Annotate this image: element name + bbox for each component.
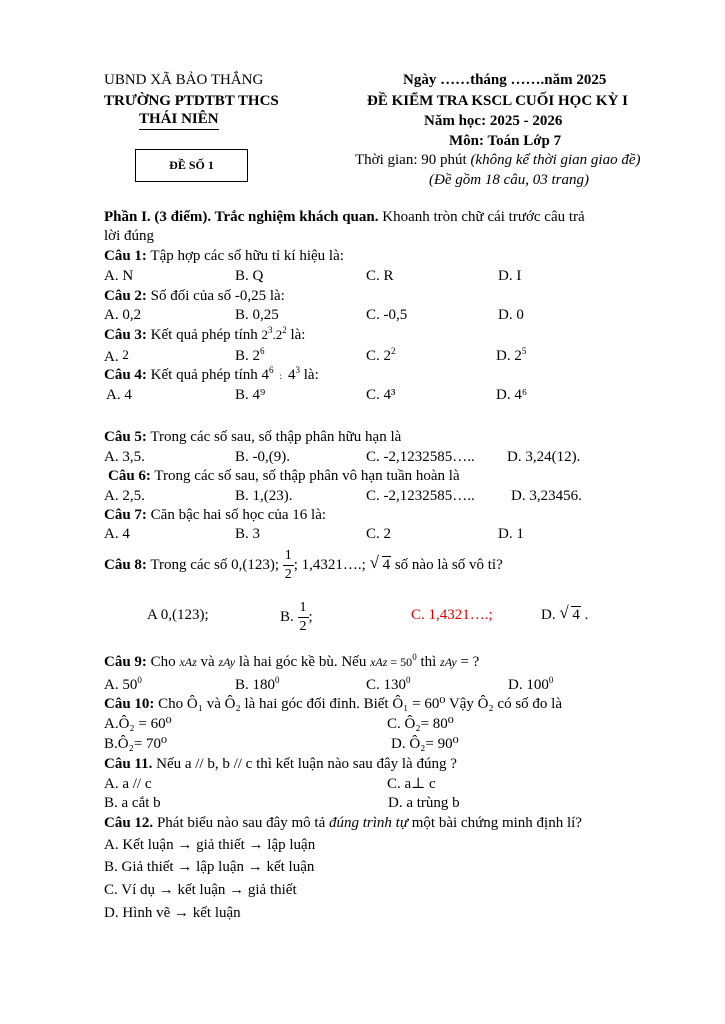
q5-option-c[interactable]: C. -2,1232585….. <box>366 449 475 465</box>
q4-op: : <box>279 371 282 381</box>
q3-b-exp: 6 <box>260 346 265 356</box>
q9-ask-eq: = ? <box>456 654 480 670</box>
q9-c-text: C. 130 <box>366 677 407 693</box>
q1-option-c[interactable]: C. R <box>366 268 394 284</box>
question-3 <box>104 326 305 344</box>
q8-frac-num: 1 <box>283 549 294 566</box>
q8-option-a[interactable]: A 0,(123); <box>147 607 209 623</box>
q8-b-frac-num: 1 <box>298 601 309 618</box>
q3-d-base: 2 <box>514 348 522 364</box>
exam-title: ĐỀ KIỂM TRA KSCL CUỐI HỌC KỲ I <box>367 93 629 109</box>
q7-option-a[interactable]: A. 4 <box>104 526 130 542</box>
q12-text: Phát biểu nào sau đây mô tả <box>153 815 329 831</box>
q6-text: Trong các số sau, số thập phân vô hạn tuần hoàn là <box>150 468 460 484</box>
q3-option-a[interactable] <box>104 347 129 366</box>
q4-text: Kết quả phép tính <box>146 367 262 383</box>
question-9 <box>104 653 479 671</box>
q3-d-prefix: D. <box>496 348 515 364</box>
q8-option-b[interactable] <box>280 597 313 637</box>
q11-option-a[interactable]: A. a // c <box>104 776 152 792</box>
subject: Môn: Toán Lớp 7 <box>449 133 562 149</box>
q1-text: Tập hợp các số hữu tỉ kí hiệu là: <box>146 248 344 264</box>
q7-option-c[interactable]: C. 2 <box>366 526 392 542</box>
q3-option-c[interactable] <box>366 347 396 365</box>
q9-option-b[interactable] <box>235 676 280 694</box>
q12-option-a[interactable]: A. Kết luận → giả thiết → lập luận <box>104 837 316 853</box>
q8-sqrt-val: 4 <box>382 557 391 573</box>
q10-option-c[interactable]: C. Ô₂= 80⁰ <box>387 716 454 732</box>
part1-heading <box>104 208 585 226</box>
q10-label: Câu 10: <box>104 696 155 712</box>
sqrt-symbol: √ <box>369 553 379 572</box>
q9-d-text: D. 100 <box>508 677 549 693</box>
q8-text-end: số nào là số vô tỉ? <box>391 557 503 573</box>
q3-text-end: là: <box>286 327 306 343</box>
q9-angle1: xAz <box>179 655 197 669</box>
q11-text: Nếu a // b, b // c thì kết luận nào sau đây là đúng ? <box>152 756 457 772</box>
q8-b-tail: ; <box>308 609 313 625</box>
q8-fraction <box>283 549 294 582</box>
question-5 <box>104 428 401 446</box>
school-year: Năm học: 2025 - 2026 <box>424 113 563 129</box>
q1-option-d[interactable]: D. I <box>498 268 522 284</box>
q8-d-tail: . <box>580 607 589 623</box>
q9-cond-eq: = 50 <box>387 655 413 669</box>
q9-text3: là hai góc kề bù. Nếu <box>235 654 371 670</box>
q6-option-c[interactable]: C. -2,1232585….. <box>366 488 475 504</box>
q10-option-d[interactable]: D. Ô₂= 90⁰ <box>391 736 459 752</box>
q8-frac-den: 2 <box>284 567 292 583</box>
q4-exp1: 6 <box>268 365 274 375</box>
q2-label: Câu 2: <box>104 288 147 304</box>
q5-option-a[interactable]: A. 3,5. <box>104 449 145 465</box>
q7-text: Căn bậc hai số học của 16 là: <box>146 507 327 523</box>
q3-option-b[interactable] <box>235 347 265 365</box>
q9-a-deg: 0 <box>137 675 142 685</box>
exam-time <box>355 151 640 169</box>
q9-option-a[interactable] <box>104 676 142 694</box>
q9-cond-deg: 0 <box>412 652 417 662</box>
q2-text: Số đối của số -0,25 là: <box>146 288 285 304</box>
q6-option-d[interactable]: D. 3,23456. <box>511 488 582 504</box>
part1-title: Phần I. (3 điểm). Trắc nghiệm khách quan. <box>104 209 379 225</box>
q9-ask-angle: zAy <box>440 655 457 669</box>
q3-expr-base: 2 <box>261 327 268 342</box>
q11-option-d[interactable]: D. a trùng b <box>388 795 460 811</box>
q10-option-a[interactable]: A.Ô₂ = 60⁰ <box>104 716 172 732</box>
q4-option-d[interactable]: D. 4⁶ <box>496 387 528 403</box>
question-7 <box>104 506 326 524</box>
q4-option-c[interactable]: C. 4³ <box>366 387 396 403</box>
q6-label: Câu 6: <box>108 468 151 484</box>
time-note: (không kể thời gian giao đề) <box>470 152 641 168</box>
q3-expr <box>261 327 286 342</box>
q3-a-value: 2 <box>122 347 129 362</box>
q3-b-prefix: B. <box>235 348 253 364</box>
q12-option-c[interactable]: C. Ví dụ → kết luận → giả thiết <box>104 882 297 898</box>
q8-d-sqrt <box>559 603 581 624</box>
q8-text: Trong các số 0,(123); <box>146 557 283 573</box>
q11-option-b[interactable]: B. a cắt b <box>104 795 161 811</box>
q10-text: Cho Ô₁ và Ô₂ là hai góc đối đỉnh. Biết Ô₁ = 60⁰ Vậy Ô₂ có số đo là <box>154 696 562 712</box>
q9-b-deg: 0 <box>275 675 280 685</box>
q4-text-end: là: <box>300 367 319 383</box>
q9-label: Câu 9: <box>104 654 147 670</box>
school-authority: UBND XÃ BẢO THẮNG <box>104 72 264 88</box>
q3-d-exp: 5 <box>521 346 527 356</box>
school-location: THÁI NIÊN <box>139 110 219 130</box>
q3-text: Kết quả phép tính <box>146 327 262 343</box>
part1-instruction: Khoanh tròn chữ cái trước câu trả <box>378 209 585 225</box>
q3-c-prefix: C. <box>366 348 384 364</box>
q9-angle2: zAy <box>218 655 236 669</box>
q6-option-b[interactable]: B. 1,(23). <box>235 488 293 504</box>
q9-option-d[interactable] <box>508 676 553 694</box>
q5-text: Trong các số sau, số thập phân hữu hạn là <box>146 429 402 445</box>
q4-base1: 4 <box>261 367 269 383</box>
q3-expr-exp2: 2 <box>282 325 287 335</box>
q4-option-a[interactable]: A. 4 <box>106 387 132 403</box>
exam-code-box <box>135 149 248 182</box>
q8-label: Câu 8: <box>104 557 147 573</box>
q8-b-prefix: B. <box>280 609 298 625</box>
q8-d-prefix: D. <box>541 607 560 623</box>
part1-instruction-cont: lời đúng <box>104 228 155 244</box>
q3-c-exp: 2 <box>391 346 396 356</box>
exam-code: ĐỀ SỐ 1 <box>169 158 214 172</box>
q9-text4: thì <box>416 654 441 670</box>
question-4 <box>104 366 319 384</box>
q8-option-c[interactable]: C. 1,4321….; <box>411 607 493 623</box>
q9-cond-angle: xAz <box>370 655 388 669</box>
q9-d-deg: 0 <box>548 675 554 685</box>
q8-b-frac-den: 2 <box>299 619 307 635</box>
q12-label: Câu 12. <box>104 815 154 831</box>
q9-c-deg: 0 <box>406 675 411 685</box>
q12-text-end: một bài chứng minh định lí? <box>408 815 582 831</box>
q10-option-b[interactable]: B.Ô₂= 70⁰ <box>104 736 168 752</box>
q9-option-c[interactable] <box>366 676 411 694</box>
q3-c-base: 2 <box>383 348 392 364</box>
q5-option-d[interactable]: D. 3,24(12). <box>507 449 581 465</box>
time-label: Thời gian: 90 phút <box>355 152 471 168</box>
q2-option-b[interactable]: B. 0,25 <box>235 307 279 323</box>
q12-emphasis: đúng trình tự <box>328 815 409 831</box>
q5-option-b[interactable]: B. -0,(9). <box>235 449 290 465</box>
q4-option-b[interactable]: B. 4⁹ <box>235 387 266 403</box>
exam-date: Ngày ……tháng …….năm 2025 <box>403 72 607 88</box>
question-8 <box>104 545 503 585</box>
question-12 <box>104 814 582 832</box>
q5-label: Câu 5: <box>104 429 147 445</box>
question-11 <box>104 755 457 773</box>
q7-option-d[interactable]: D. 1 <box>498 526 524 542</box>
q3-expr-exp1: 3 <box>267 325 273 335</box>
q2-option-d[interactable]: D. 0 <box>498 307 524 323</box>
q12-option-b[interactable]: B. Giả thiết → lập luận → kết luận <box>104 859 315 875</box>
q7-option-b[interactable]: B. 3 <box>235 526 261 542</box>
q3-option-d[interactable] <box>496 347 526 365</box>
q9-text2: và <box>196 654 219 670</box>
q3-label: Câu 3: <box>104 327 147 343</box>
pages-note: (Đề gồm 18 câu, 03 trang) <box>429 172 589 188</box>
q2-option-a[interactable]: A. 0,2 <box>104 307 142 323</box>
q3-a-prefix: A. <box>104 349 123 365</box>
q4-exp2: 3 <box>295 365 300 375</box>
q9-a-text: A. 50 <box>104 677 138 693</box>
q8-b-fraction <box>298 601 309 634</box>
q3-b-base: 2 <box>252 348 261 364</box>
q6-option-a[interactable]: A. 2,5. <box>104 488 145 504</box>
q9-text1: Cho <box>146 654 180 670</box>
q12-option-d[interactable]: D. Hình vẽ → kết luận <box>104 905 241 921</box>
q3-expr-mid: .2 <box>272 327 283 342</box>
sqrt-symbol: √ <box>559 603 569 622</box>
school-name: TRƯỜNG PTDTBT THCS <box>104 93 279 109</box>
q1-option-a[interactable]: A. N <box>104 268 134 284</box>
q8-option-d[interactable] <box>541 603 589 624</box>
q4-label: Câu 4: <box>104 367 147 383</box>
q4-base2: 4 <box>288 367 296 383</box>
question-10 <box>104 695 562 713</box>
q9-b-text: B. 180 <box>235 677 276 693</box>
q1-label: Câu 1: <box>104 248 147 264</box>
q11-option-c[interactable]: C. a⊥ c <box>387 776 436 792</box>
q8-sqrt <box>369 553 392 574</box>
question-2 <box>104 287 285 305</box>
q11-label: Câu 11. <box>104 756 153 772</box>
q2-option-c[interactable]: C. -0,5 <box>366 307 408 323</box>
question-1 <box>104 247 344 265</box>
q7-label: Câu 7: <box>104 507 147 523</box>
question-6 <box>108 467 460 485</box>
q8-mid: ; 1,4321….; <box>293 557 370 573</box>
q1-option-b[interactable]: B. Q <box>235 268 264 284</box>
q8-d-sqrt-val: 4 <box>572 607 580 623</box>
